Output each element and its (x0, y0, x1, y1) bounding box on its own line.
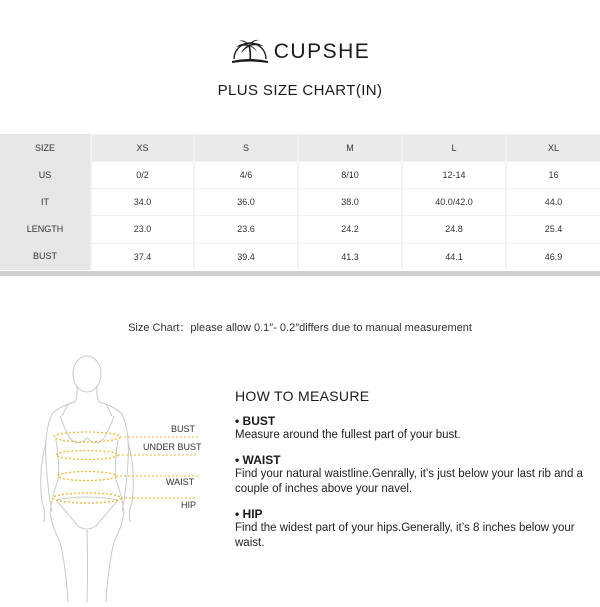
table-header-row (0, 134, 600, 161)
table-cell: 36.0 (193, 188, 297, 215)
row-header: LENGTH (0, 215, 90, 242)
section-title: BUST (242, 414, 276, 428)
column-header: S (193, 134, 297, 161)
waist-label: WAIST (166, 477, 195, 487)
table-cell: 4/6 (193, 161, 297, 188)
table-divider (0, 271, 600, 276)
column-header: L (401, 134, 505, 161)
table-cell: 39.4 (193, 243, 297, 270)
section-heading: • WAIST (235, 453, 281, 467)
brand-name: CUPSHE (273, 40, 371, 63)
table-cell: 40.0/42.0 (401, 188, 505, 215)
table-cell: 24.2 (297, 215, 401, 242)
section-title: HIP (242, 507, 263, 521)
table-row (0, 215, 600, 242)
how-to-measure-title: HOW TO MEASURE (235, 388, 370, 404)
table-cell: 44.1 (401, 243, 505, 270)
palm-tree-sunset-icon (230, 37, 270, 67)
column-header: XL (505, 134, 600, 161)
table-cell: 38.0 (297, 188, 401, 215)
size-table (0, 134, 600, 270)
measure-section-hip (235, 507, 585, 551)
how-to-measure (235, 388, 585, 561)
row-header: BUST (0, 243, 90, 270)
bust-label: BUST (171, 424, 196, 434)
table-row (0, 243, 600, 270)
column-header: XS (90, 134, 193, 161)
section-heading: • BUST (235, 414, 276, 428)
column-header: SIZE (0, 134, 90, 161)
table-cell: 8/10 (297, 161, 401, 188)
row-header: US (0, 161, 90, 188)
table-cell: 37.4 (90, 243, 193, 270)
table-cell: 0/2 (90, 161, 193, 188)
table-cell: 16 (505, 161, 600, 188)
table-cell: 25.4 (505, 215, 600, 242)
section-description: Find your natural waistline.Genrally, it’s just below your last rib and a couple of inches above your navel. (235, 468, 583, 495)
table-cell: 23.6 (193, 215, 297, 242)
table-cell: 41.3 (297, 243, 401, 270)
measure-section-bust (235, 414, 585, 443)
column-header: M (297, 134, 401, 161)
row-header: IT (0, 188, 90, 215)
brand-logo (0, 37, 600, 67)
chart-title: PLUS SIZE CHART(IN) (217, 82, 383, 99)
body-measurement-figure (30, 352, 210, 602)
section-description: Find the widest part of your hips.Generally, it’s 8 inches below your waist. (235, 522, 575, 549)
section-heading: • HIP (235, 507, 263, 521)
under-bust-label: UNDER BUST (143, 442, 202, 452)
table-cell: 23.0 (90, 215, 193, 242)
measure-section-waist (235, 453, 585, 497)
table-row (0, 161, 600, 188)
table-cell: 44.0 (505, 188, 600, 215)
section-description: Measure around the fullest part of your bust. (235, 429, 461, 441)
table-cell: 34.0 (90, 188, 193, 215)
section-title: WAIST (242, 453, 281, 467)
hip-label: HIP (181, 500, 197, 510)
table-cell: 46.9 (505, 243, 600, 270)
table-row (0, 188, 600, 215)
table-cell: 12-14 (401, 161, 505, 188)
table-cell: 24.8 (401, 215, 505, 242)
measurement-note: Size Chart：please allow 0.1″- 0.2″differs due to manual measurement (128, 322, 472, 334)
